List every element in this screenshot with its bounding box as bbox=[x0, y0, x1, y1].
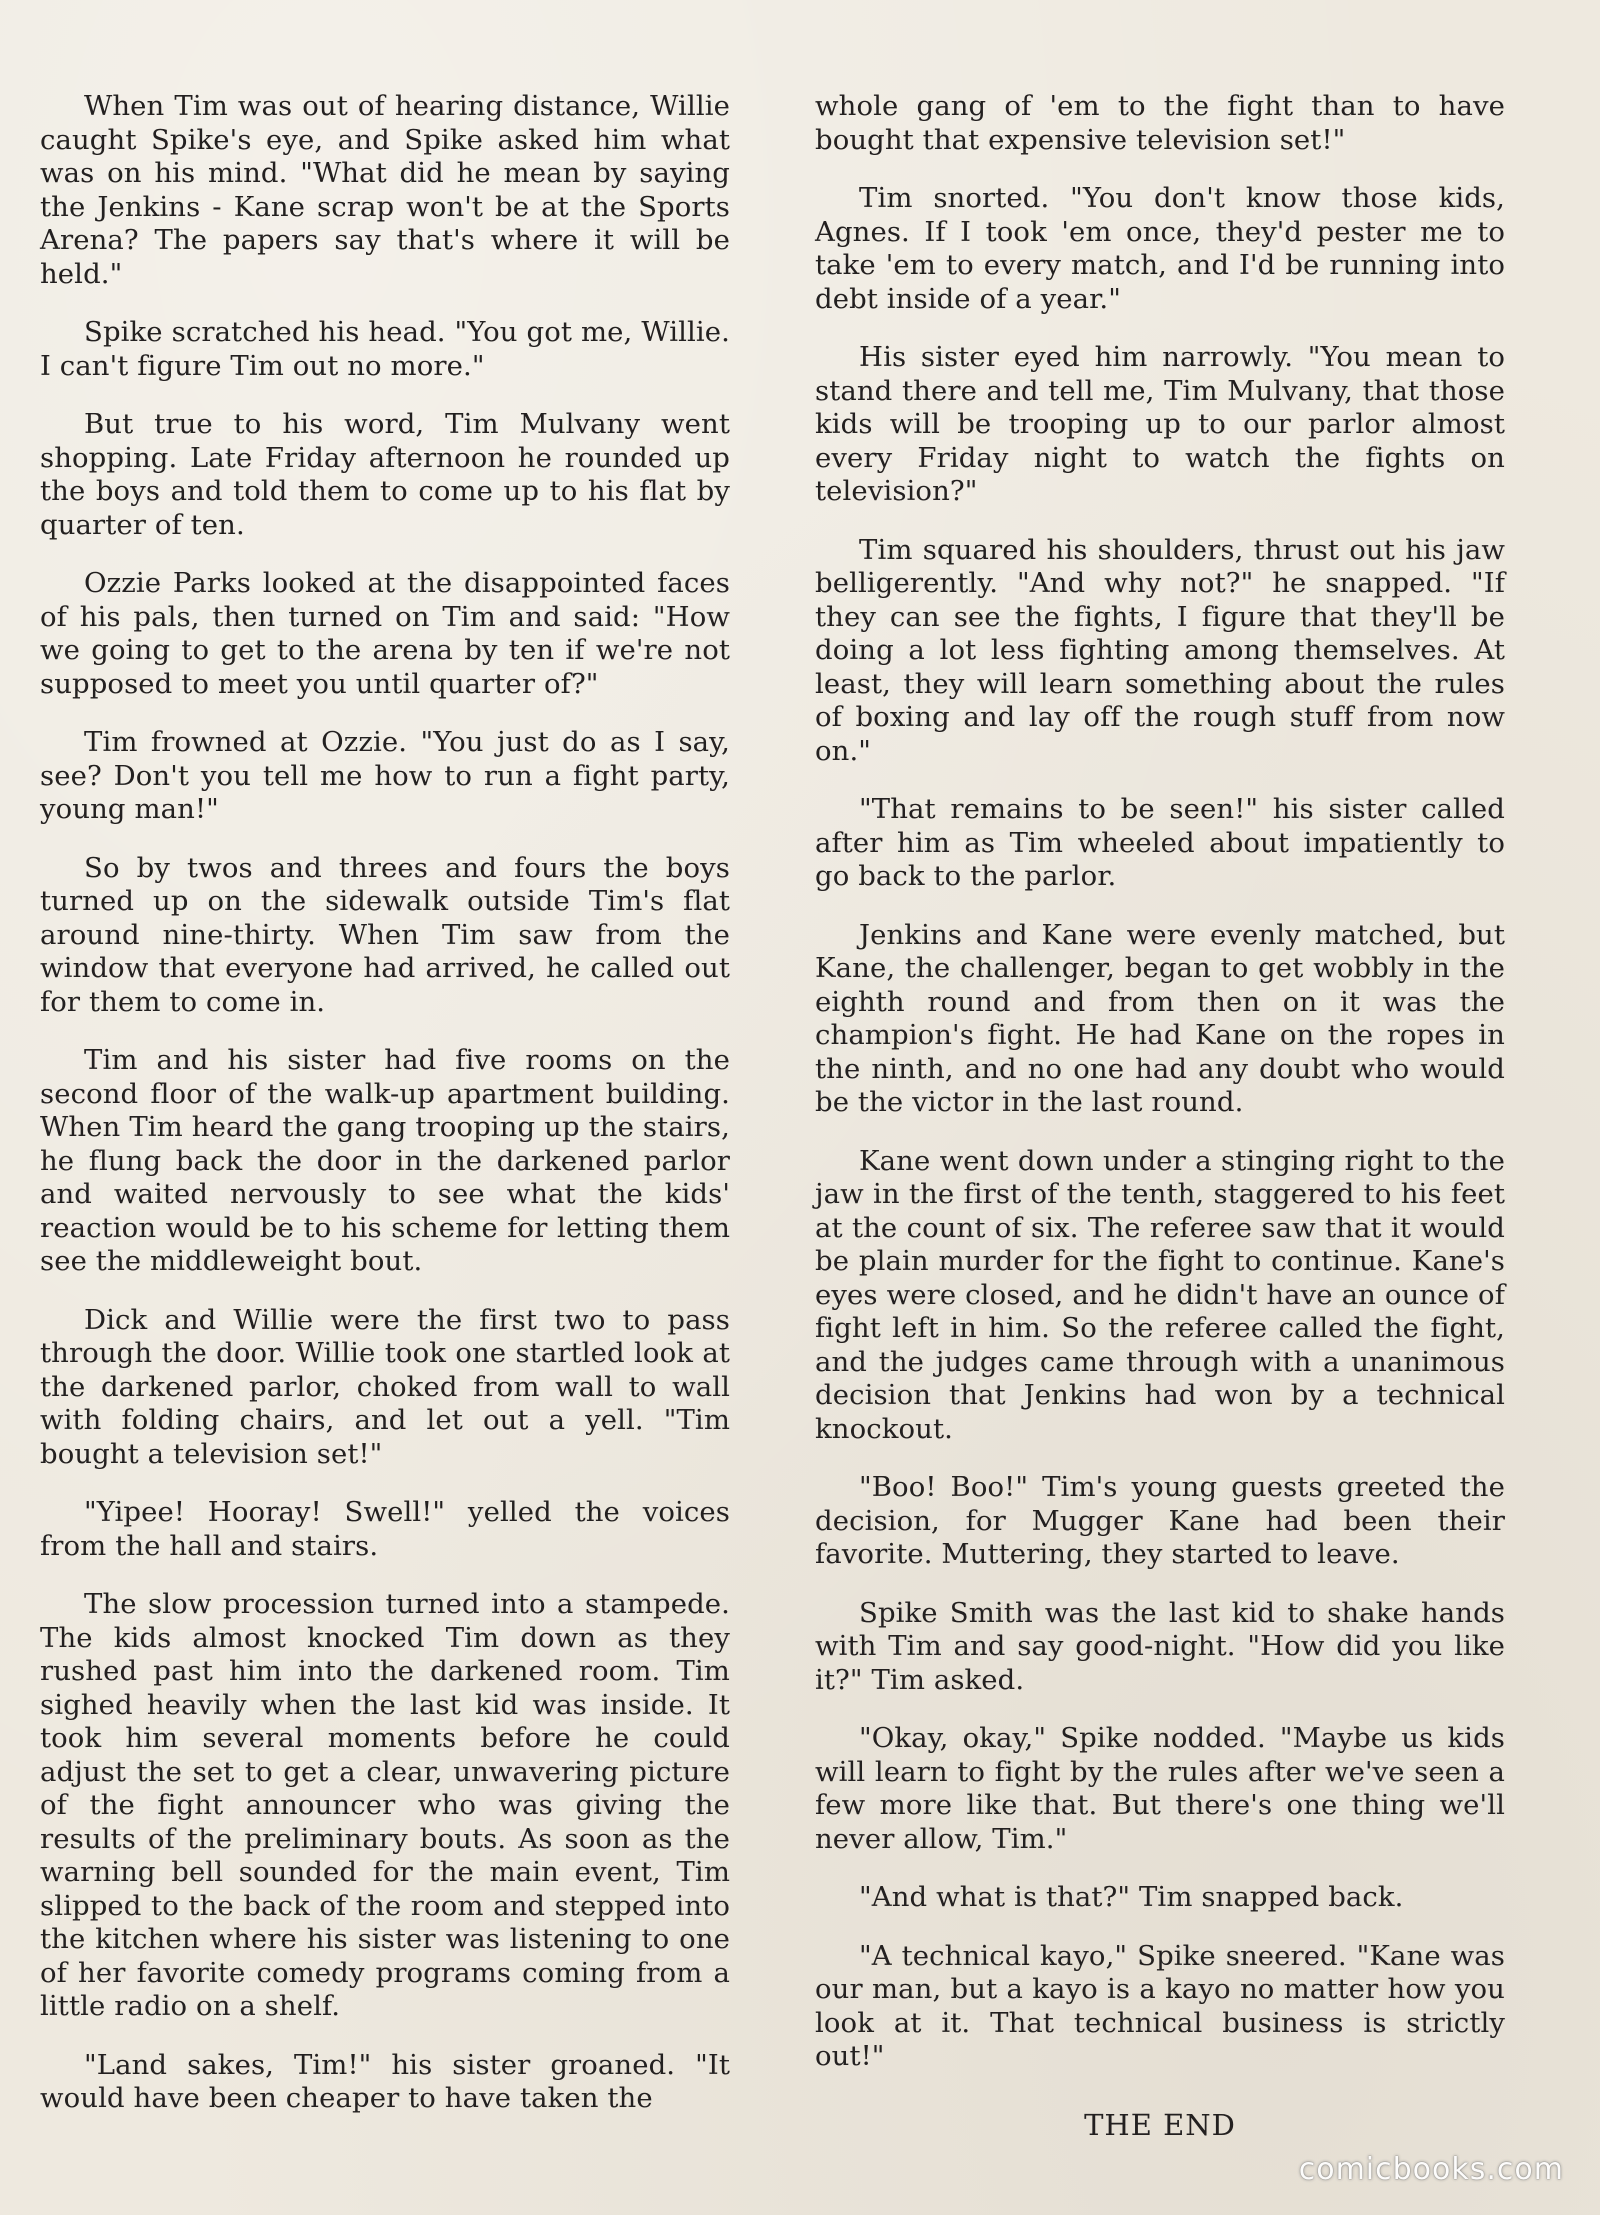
paragraph: Ozzie Parks looked at the disappointed faces of his pals, then turned on Tim and said: "How we going to get to the arena by ten if we're not supposed to meet you until quarter of?" bbox=[40, 567, 730, 700]
paragraph: When Tim was out of hearing distance, Willie caught Spike's eye, and Spike asked him what was on his mind. "What did he mean by saying the Jenkins - Kane scrap won't be at the Sports Arena? The papers say that's where it will be held." bbox=[40, 90, 730, 290]
paragraph: But true to his word, Tim Mulvany went shopping. Late Friday afternoon he rounded up the boys and told them to come up to his flat by quarter of ten. bbox=[40, 408, 730, 541]
the-end-label: THE END bbox=[1084, 2108, 1236, 2142]
paragraph: "Okay, okay," Spike nodded. "Maybe us kids will learn to fight by the rules after we've seen a few more like that. But there's one thing we'll never allow, Tim." bbox=[815, 1722, 1505, 1855]
paragraph: "And what is that?" Tim snapped back. bbox=[859, 1881, 1404, 1913]
paragraph: "Yipee! Hooray! Swell!" yelled the voices from the hall and stairs. bbox=[40, 1496, 730, 1562]
paragraph: "A technical kayo," Spike sneered. "Kane was our man, but a kayo is a kayo no matter how you look at it. That technical business is strictly out!" bbox=[815, 1939, 1505, 2072]
right-text-column bbox=[815, 90, 1505, 2099]
paragraph: Tim squared his shoulders, thrust out his jaw belligerently. "And why not?" he snapped. "If they can see the fights, I figure that they'll be doing a lot less fighting among themselves. At least, they will learn something about the rules of boxing and lay off the rough stuff from now on." bbox=[815, 533, 1505, 767]
paragraph: "That remains to be seen!" his sister called after him as Tim wheeled about impatiently to go back to the parlor. bbox=[815, 793, 1505, 892]
paragraph: "Boo! Boo!" Tim's young guests greeted the decision, for Mugger Kane had been their favorite. Muttering, they started to leave. bbox=[815, 1471, 1505, 1570]
paragraph: Tim snorted. "You don't know those kids, Agnes. If I took 'em once, they'd pester me to take 'em to every match, and I'd be running into debt inside of a year." bbox=[815, 182, 1505, 315]
paragraph: The slow procession turned into a stampede. The kids almost knocked Tim down as they rushed past him into the darkened room. Tim sighed heavily when the last kid was inside. It took him several moments before he could adjust the set to get a clear, unwavering picture of the fight announcer who was giving the results of the preliminary bouts. As soon as the warning bell sounded for the main event, Tim slipped to the back of the room and stepped into the kitchen where his sister was listening to one of her favorite comedy programs coming from a little radio on a shelf. bbox=[40, 1588, 730, 2022]
paragraph: Jenkins and Kane were evenly matched, but Kane, the challenger, began to get wobbly in the eighth round and from then on it was the champion's fight. He had Kane on the ropes in the ninth, and no one had any doubt who would be the victor in the last round. bbox=[815, 918, 1505, 1118]
paragraph: Spike Smith was the last kid to shake hands with Tim and say good-night. "How did you like it?" Tim asked. bbox=[815, 1596, 1505, 1696]
paragraph: Tim and his sister had five rooms on the second floor of the walk-up apartment building. When Tim heard the gang trooping up the stairs, he flung back the door in the darkened parlor and waited nervously to see what the kids' reaction would be to his scheme for letting them see the middleweight bout. bbox=[40, 1044, 730, 1277]
paragraph: Tim frowned at Ozzie. "You just do as I say, see? Don't you tell me how to run a fight party, young man!" bbox=[40, 726, 730, 825]
paragraph-continuation: whole gang of 'em to the fight than to have bought that expensive television set!" bbox=[815, 90, 1505, 156]
paragraph: So by twos and threes and fours the boys turned up on the sidewalk outside Tim's flat around nine-thirty. When Tim saw from the window that everyone had arrived, he called out for them to come in. bbox=[40, 851, 730, 1018]
paragraph: His sister eyed him narrowly. "You mean to stand there and tell me, Tim Mulvany, that those kids will be trooping up to our parlor almost every Friday night to watch the fights on television?" bbox=[815, 341, 1505, 507]
site-watermark: comicbooks.com bbox=[1298, 2152, 1564, 2187]
paragraph: Spike scratched his head. "You got me, Willie. I can't figure Tim out no more." bbox=[40, 316, 730, 382]
paragraph: Dick and Willie were the first two to pass through the door. Willie took one startled look at the darkened parlor, choked from wall to wall with folding chairs, and let out a yell. "Tim bought a television set!" bbox=[40, 1303, 730, 1470]
left-text-column bbox=[40, 90, 730, 2141]
paragraph: "Land sakes, Tim!" his sister groaned. "It would have been cheaper to have taken the bbox=[40, 2048, 730, 2114]
paragraph: Kane went down under a stinging right to the jaw in the first of the tenth, staggered to his feet at the count of six. The referee saw that it would be plain murder for the fight to continue. Kane's eyes were closed, and he didn't have an ounce of fight left in him. So the referee called the fight, and the judges came through with a unanimous decision that Jenkins had won by a technical knockout. bbox=[815, 1144, 1505, 1445]
